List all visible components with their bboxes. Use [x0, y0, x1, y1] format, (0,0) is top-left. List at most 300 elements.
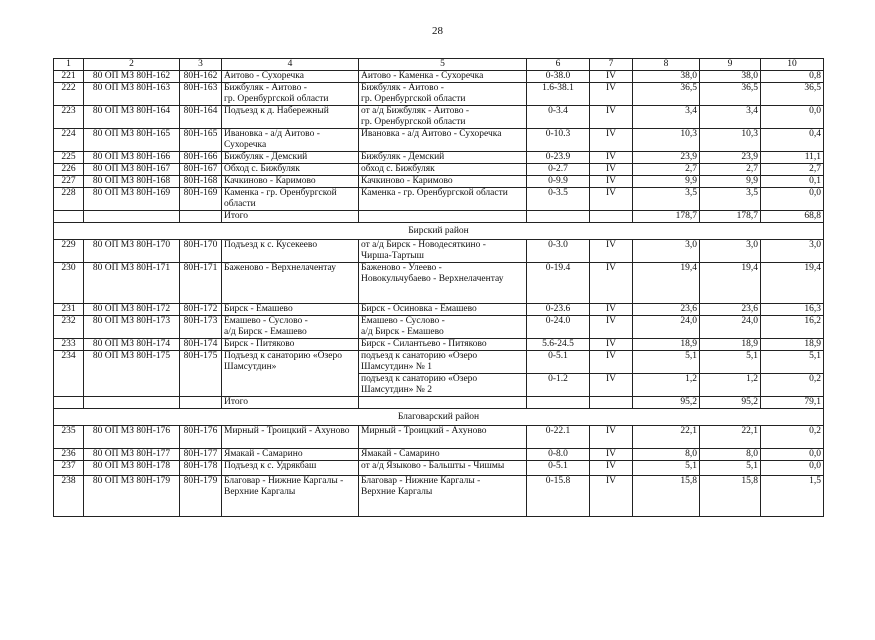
total-label [222, 211, 359, 223]
cell-text: 0-5.1 [548, 461, 568, 471]
cell-text: 2,7 [685, 164, 697, 174]
cell-col-10 [761, 426, 824, 449]
cell-text: 1,2 [685, 374, 697, 384]
cell-col-6 [527, 449, 590, 461]
cell-col-6 [527, 71, 590, 83]
cell-text: 95,2 [680, 397, 697, 407]
cell-col-8 [633, 449, 700, 461]
column-header-4 [222, 59, 359, 71]
cell-text: Бирский район [408, 225, 469, 236]
cell-text: IV [605, 152, 617, 162]
cell-text: 10,3 [741, 129, 758, 139]
cell-col-3 [180, 129, 222, 152]
cell-col-9 [700, 176, 761, 188]
cell-text: 80 ОП МЗ 80Н-171 [92, 263, 171, 273]
cell-text: 228 [61, 188, 76, 198]
cell-text: 80 ОП МЗ 80Н-162 [92, 71, 171, 81]
cell-col-8 [633, 351, 700, 374]
page-number: 28 [432, 25, 443, 37]
cell-text: 0,1 [809, 176, 821, 186]
cell-text: 80Н-177 [183, 449, 218, 459]
cell-col-7 [590, 129, 633, 152]
cell-col-5 [359, 106, 527, 129]
cell-text: 1.6-38.1 [542, 83, 574, 93]
cell-text: области [224, 199, 256, 209]
table-row [54, 188, 824, 211]
cell-text: 234 [61, 351, 76, 361]
cell-text: Ямакай - Самарино [361, 449, 440, 459]
cell-col-4 [222, 164, 359, 176]
cell-col-4 [222, 188, 359, 211]
cell-text: Благовар - Нижние Каргалы - [361, 476, 481, 486]
cell-text: 38,0 [741, 71, 758, 81]
table-row [54, 339, 824, 351]
total-row [54, 397, 824, 409]
empty-cell [359, 397, 527, 409]
cell-text: 11,1 [804, 152, 821, 162]
cell-text: 5,1 [685, 461, 697, 471]
cell-text: IV [605, 106, 617, 116]
cell-col-7 [590, 176, 633, 188]
cell-text: Бирск - Питяково [224, 339, 295, 349]
cell-text: IV [605, 339, 617, 349]
cell-col-8 [633, 339, 700, 351]
cell-text: 0-3.0 [548, 240, 568, 250]
table-row [54, 71, 824, 83]
cell-text: 237 [61, 461, 76, 471]
cell-text: 0-10.3 [545, 129, 571, 139]
cell-text: 80Н-171 [183, 263, 218, 273]
cell-text: 5,1 [746, 461, 758, 471]
table-row [54, 316, 824, 339]
cell-col-2 [84, 188, 180, 211]
cell-col-10 [761, 339, 824, 351]
cell-col-3 [180, 351, 222, 397]
cell-text: 235 [61, 426, 76, 436]
cell-text: 0-1.2 [548, 374, 568, 384]
cell-text: 38,0 [680, 71, 697, 81]
empty-cell [180, 397, 222, 409]
cell-col-6 [527, 188, 590, 211]
cell-text: Итого [224, 211, 249, 221]
cell-text: 80 ОП МЗ 80Н-170 [92, 240, 171, 250]
cell-col-1 [54, 188, 84, 211]
cell-text: а/д Бирск - Емашево [224, 327, 307, 337]
cell-text: 80Н-163 [183, 83, 218, 93]
cell-col-4 [222, 476, 359, 517]
cell-text: 3 [198, 59, 203, 69]
roads-table [53, 58, 824, 517]
empty-cell [527, 211, 590, 223]
cell-col-2 [84, 476, 180, 517]
cell-col-1 [54, 316, 84, 339]
cell-text: 5,1 [746, 351, 758, 361]
table-row [54, 176, 824, 188]
cell-text: 0-19.4 [545, 263, 571, 273]
cell-text: 36,5 [741, 83, 758, 93]
cell-text: 226 [61, 164, 76, 174]
cell-col-7 [590, 71, 633, 83]
cell-text: Ивановка - а/д Аитово - [224, 129, 320, 139]
cell-col-4 [222, 339, 359, 351]
cell-col-3 [180, 188, 222, 211]
table-row [54, 304, 824, 316]
cell-col-8 [633, 71, 700, 83]
cell-text: 24,0 [741, 316, 758, 326]
cell-col-8 [633, 106, 700, 129]
cell-text: Обход с. Бижбуляк [224, 164, 300, 174]
cell-text: 0-8.0 [548, 449, 568, 459]
cell-col-8 [633, 316, 700, 339]
cell-col-2 [84, 176, 180, 188]
cell-col-2 [84, 152, 180, 164]
cell-col-2 [84, 461, 180, 476]
cell-text: 3,5 [685, 188, 697, 198]
cell-text: Шамсутдин» № 1 [361, 362, 432, 372]
cell-col-10 [761, 176, 824, 188]
total-col-10 [761, 397, 824, 409]
cell-text: 0-24.0 [545, 316, 571, 326]
cell-col-3 [180, 263, 222, 304]
cell-col-10 [761, 71, 824, 83]
cell-col-2 [84, 129, 180, 152]
cell-col-4 [222, 106, 359, 129]
cell-text: IV [605, 71, 617, 81]
cell-col-5 [359, 188, 527, 211]
cell-text: 231 [61, 304, 76, 314]
cell-col-6 [527, 426, 590, 449]
cell-text: 225 [61, 152, 76, 162]
cell-col-2 [84, 83, 180, 106]
cell-col-4 [222, 461, 359, 476]
cell-col-6 [527, 476, 590, 517]
cell-col-6 [527, 106, 590, 129]
cell-text: Ивановка - а/д Аитово - Сухоречка [361, 129, 502, 139]
cell-text: IV [605, 426, 617, 436]
cell-text: 3,0 [746, 240, 758, 250]
cell-text: 9 [727, 59, 733, 69]
cell-text: 227 [61, 176, 76, 186]
cell-text: 0-9.9 [548, 176, 568, 186]
cell-text: 23,9 [680, 152, 697, 162]
cell-text: Мирный - Троицкий - Ахуново [224, 426, 350, 436]
cell-text: 233 [61, 339, 76, 349]
cell-col-6 [527, 176, 590, 188]
column-header-10 [761, 59, 824, 71]
cell-text: Качкиново - Каримово [224, 176, 316, 186]
cell-col-5 [359, 176, 527, 188]
cell-text: 22,1 [741, 426, 758, 436]
cell-text: Бижбуляк - Аитово - [224, 83, 307, 93]
cell-col-3 [180, 461, 222, 476]
cell-text: 229 [61, 240, 76, 250]
cell-col-10 [761, 164, 824, 176]
cell-text: 80 ОП МЗ 80Н-177 [92, 449, 171, 459]
cell-text: IV [605, 351, 617, 361]
cell-col-7 [590, 351, 633, 374]
cell-col-1 [54, 240, 84, 263]
cell-col-7 [590, 240, 633, 263]
cell-col-9 [700, 129, 761, 152]
cell-text: IV [605, 83, 617, 93]
cell-col-10 [761, 351, 824, 374]
cell-text: 232 [61, 316, 76, 326]
cell-text: 24,0 [680, 316, 697, 326]
cell-text: 80 ОП МЗ 80Н-164 [92, 106, 171, 116]
cell-col-2 [84, 449, 180, 461]
cell-col-1 [54, 71, 84, 83]
cell-col-8 [633, 129, 700, 152]
empty-cell [359, 211, 527, 223]
cell-col-3 [180, 339, 222, 351]
cell-text: Аитово - Сухоречка [224, 71, 304, 81]
cell-col-2 [84, 240, 180, 263]
table-row [54, 263, 824, 304]
cell-col-7 [590, 461, 633, 476]
cell-col-1 [54, 83, 84, 106]
cell-text: 8,0 [746, 449, 758, 459]
cell-col-5 [359, 339, 527, 351]
cell-text: Каменка - гр. Оренбургской области [361, 188, 508, 198]
cell-text: 80Н-174 [183, 339, 218, 349]
cell-col-6 [527, 164, 590, 176]
cell-text: 19,4 [680, 263, 697, 273]
empty-cell [54, 397, 84, 409]
cell-col-4 [222, 83, 359, 106]
cell-col-10 [761, 476, 824, 517]
cell-text: 19,4 [741, 263, 758, 273]
cell-text: 79,1 [804, 397, 821, 407]
total-col-10 [761, 211, 824, 223]
column-header-2 [84, 59, 180, 71]
cell-col-7 [590, 476, 633, 517]
cell-text: 230 [61, 263, 76, 273]
cell-col-9 [700, 240, 761, 263]
cell-col-9 [700, 152, 761, 164]
cell-text: 80Н-165 [183, 129, 218, 139]
cell-text: 80Н-178 [183, 461, 218, 471]
cell-col-3 [180, 476, 222, 517]
cell-text: Аитово - Каменка - Сухоречка [361, 71, 484, 81]
cell-text: 15,8 [741, 476, 758, 486]
cell-col-10 [761, 106, 824, 129]
cell-text: обход с. Бижбуляк [361, 164, 435, 174]
cell-text: 2,7 [746, 164, 758, 174]
cell-text: 6 [555, 59, 561, 69]
cell-col-8 [633, 83, 700, 106]
cell-text: IV [605, 240, 617, 250]
cell-text: Емашево - Суслово - [361, 316, 445, 326]
cell-text: от а/д Языково - Бальшты - Чишмы [361, 461, 505, 471]
cell-col-9 [700, 188, 761, 211]
cell-col-6 [527, 339, 590, 351]
cell-text: Бирск - Силантьево - Питяково [361, 339, 487, 349]
cell-text: 80 ОП МЗ 80Н-166 [92, 152, 171, 162]
cell-col-2 [84, 351, 180, 397]
cell-text: Мирный - Троицкий - Ахуново [361, 426, 487, 436]
cell-col-4 [222, 426, 359, 449]
cell-col-5 [359, 152, 527, 164]
cell-col-7 [590, 374, 633, 397]
cell-col-1 [54, 129, 84, 152]
cell-col-4 [222, 71, 359, 83]
cell-text: гр. Оренбургской области [361, 117, 466, 127]
cell-col-5 [359, 263, 527, 304]
cell-text: 223 [61, 106, 76, 116]
cell-col-5 [359, 240, 527, 263]
cell-text: 5 [440, 59, 445, 69]
cell-text: 18,9 [680, 339, 697, 349]
cell-text: 0,8 [809, 71, 821, 81]
cell-col-1 [54, 152, 84, 164]
cell-text: Бижбуляк - Демский [224, 152, 308, 162]
cell-text: 2,7 [809, 164, 821, 174]
cell-col-10 [761, 129, 824, 152]
cell-col-8 [633, 304, 700, 316]
cell-col-1 [54, 461, 84, 476]
column-header-5 [359, 59, 527, 71]
cell-col-8 [633, 426, 700, 449]
cell-col-7 [590, 449, 633, 461]
cell-text: гр. Оренбургской области [224, 94, 329, 104]
cell-text: 221 [61, 71, 76, 81]
cell-text: 7 [608, 59, 614, 69]
cell-col-2 [84, 304, 180, 316]
cell-text: Баженово - Верхнелачентау [224, 263, 337, 273]
column-header-7 [590, 59, 633, 71]
cell-col-5 [359, 476, 527, 517]
cell-text: 80Н-173 [183, 316, 218, 326]
cell-text: 19,4 [804, 263, 821, 273]
cell-col-4 [222, 240, 359, 263]
cell-col-2 [84, 263, 180, 304]
cell-text: Верхние Каргалы [361, 487, 433, 497]
cell-col-1 [54, 263, 84, 304]
cell-col-3 [180, 304, 222, 316]
cell-col-2 [84, 106, 180, 129]
cell-text: 80 ОП МЗ 80Н-173 [92, 316, 171, 326]
cell-text: 3,4 [685, 106, 697, 116]
cell-text: Бижбуляк - Демский [361, 152, 445, 162]
cell-col-4 [222, 152, 359, 164]
cell-col-9 [700, 449, 761, 461]
cell-text: IV [605, 129, 617, 139]
cell-col-8 [633, 263, 700, 304]
cell-col-4 [222, 449, 359, 461]
cell-col-4 [222, 129, 359, 152]
cell-col-10 [761, 188, 824, 211]
cell-text: 80 ОП МЗ 80Н-163 [92, 83, 171, 93]
cell-col-9 [700, 461, 761, 476]
cell-text: 80 ОП МЗ 80Н-172 [92, 304, 171, 314]
cell-text: подъезд к санаторию «Озеро [361, 351, 478, 361]
cell-text: Шамсутдин» № 2 [361, 385, 432, 395]
cell-col-6 [527, 240, 590, 263]
cell-text: 80Н-172 [183, 304, 218, 314]
table-row [54, 426, 824, 449]
cell-text: 80 ОП МЗ 80Н-175 [92, 351, 171, 361]
cell-text: 238 [61, 476, 76, 486]
cell-text: Бирск - Емашево [224, 304, 293, 314]
cell-col-6 [527, 304, 590, 316]
cell-text: 8,0 [685, 449, 697, 459]
cell-col-4 [222, 316, 359, 339]
cell-text: 80 ОП МЗ 80Н-174 [92, 339, 171, 349]
cell-col-7 [590, 339, 633, 351]
empty-cell [84, 211, 180, 223]
cell-col-5 [359, 164, 527, 176]
cell-col-3 [180, 176, 222, 188]
cell-text: Емашево - Суслово - [224, 316, 308, 326]
cell-text: 80 ОП МЗ 80Н-169 [92, 188, 171, 198]
cell-text: IV [605, 263, 617, 273]
cell-col-10 [761, 461, 824, 476]
cell-col-6 [527, 374, 590, 397]
cell-text: 80 ОП МЗ 80Н-179 [92, 476, 171, 486]
cell-col-10 [761, 83, 824, 106]
cell-text: 9,9 [746, 176, 758, 186]
cell-text: 16,3 [804, 304, 821, 314]
cell-col-10 [761, 304, 824, 316]
cell-col-1 [54, 176, 84, 188]
cell-col-1 [54, 449, 84, 461]
cell-col-6 [527, 83, 590, 106]
cell-col-5 [359, 351, 527, 374]
cell-text: 0-23.9 [545, 152, 571, 162]
cell-text: Чирша-Тартыш [361, 251, 424, 261]
cell-col-7 [590, 188, 633, 211]
cell-col-9 [700, 164, 761, 176]
cell-text: 80Н-164 [183, 106, 218, 116]
cell-text: Бижбуляк - Аитово - [361, 83, 444, 93]
cell-col-5 [359, 71, 527, 83]
cell-col-3 [180, 152, 222, 164]
cell-col-8 [633, 374, 700, 397]
cell-col-6 [527, 152, 590, 164]
table-row [54, 106, 824, 129]
cell-text: от а/д Бижбуляк - Аитово - [361, 106, 470, 116]
cell-col-4 [222, 263, 359, 304]
column-header-8 [633, 59, 700, 71]
cell-text: IV [605, 449, 617, 459]
table-row [54, 351, 824, 374]
table-row [54, 449, 824, 461]
cell-col-2 [84, 339, 180, 351]
cell-text: 36,5 [804, 83, 821, 93]
cell-col-10 [761, 374, 824, 397]
cell-text: IV [605, 188, 617, 198]
cell-text: 80Н-170 [183, 240, 218, 250]
cell-text: Ямакай - Самарино [224, 449, 303, 459]
total-col-9 [700, 397, 761, 409]
empty-cell [84, 397, 180, 409]
total-col-8 [633, 397, 700, 409]
cell-col-10 [761, 263, 824, 304]
cell-col-5 [359, 83, 527, 106]
cell-text: 4 [287, 59, 293, 69]
section-row [54, 223, 824, 240]
cell-col-3 [180, 106, 222, 129]
cell-text: 80Н-166 [183, 152, 218, 162]
cell-col-6 [527, 316, 590, 339]
cell-text: 222 [61, 83, 76, 93]
cell-col-6 [527, 351, 590, 374]
cell-text: 5,1 [809, 351, 821, 361]
column-header-3 [180, 59, 222, 71]
table-body [54, 59, 824, 517]
cell-col-1 [54, 351, 84, 397]
cell-text: 8 [663, 59, 669, 69]
